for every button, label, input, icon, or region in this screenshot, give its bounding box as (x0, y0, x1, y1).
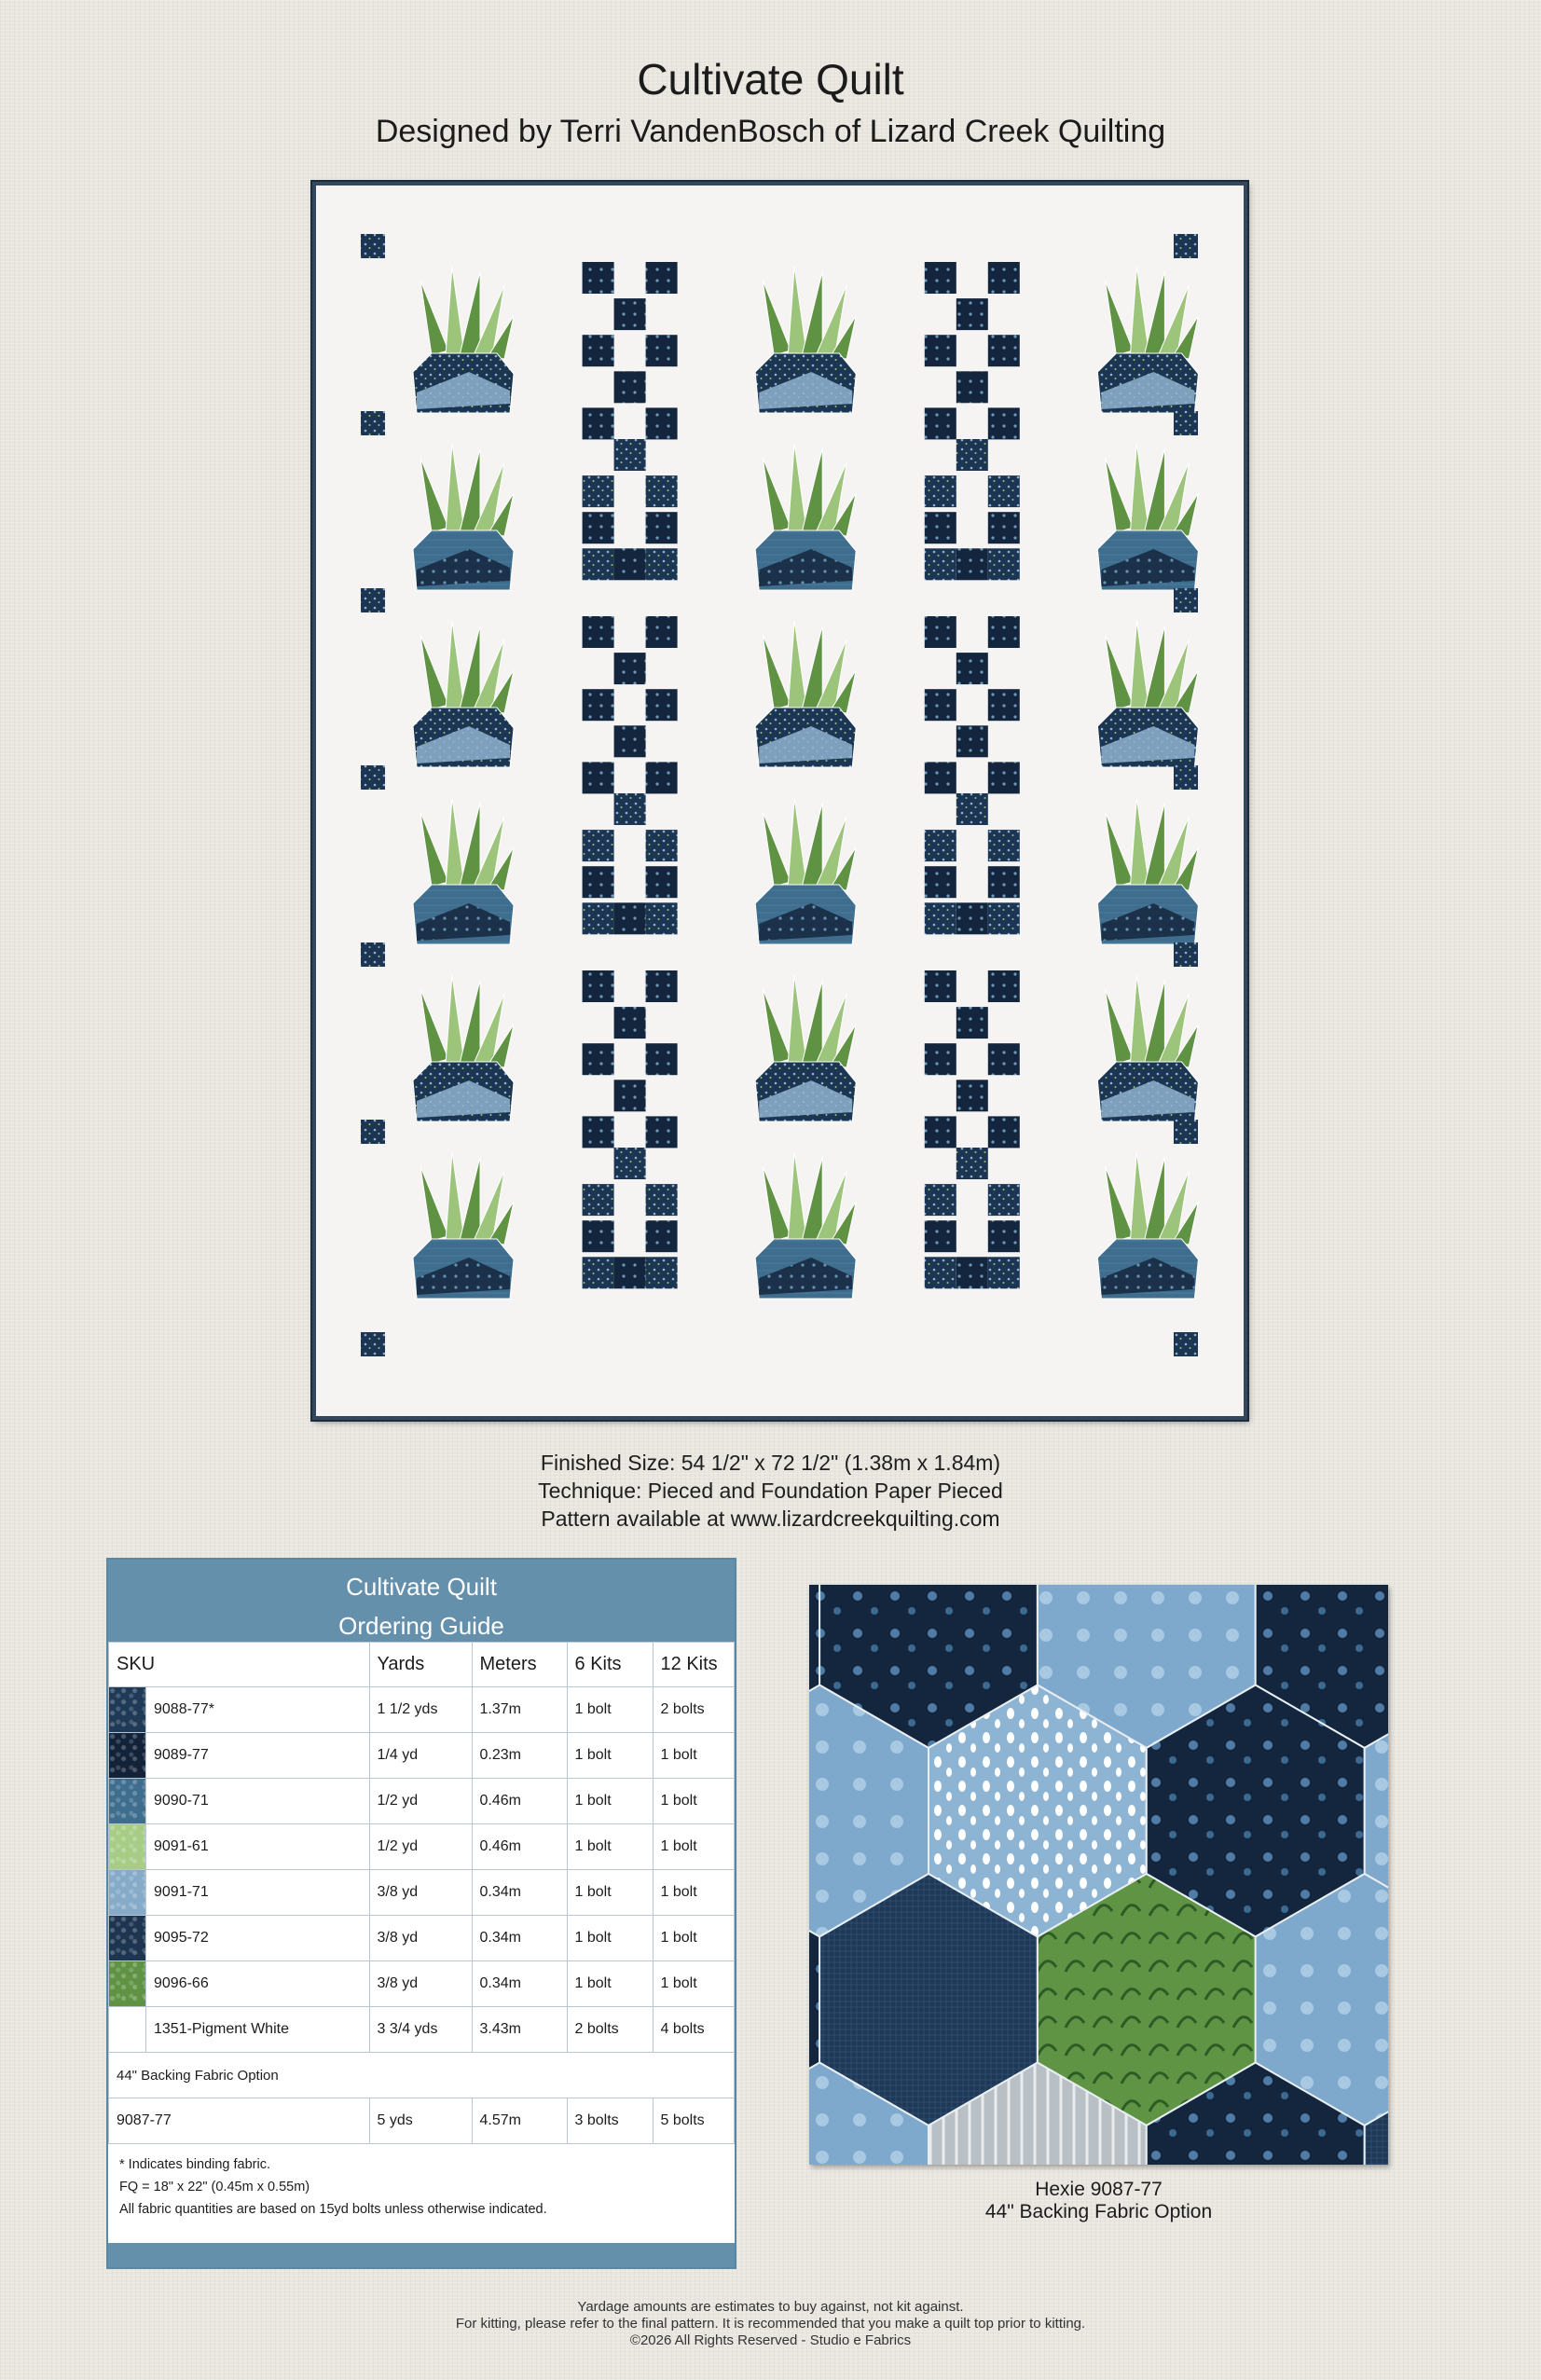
patch-square (583, 407, 614, 439)
patch-square (646, 866, 678, 898)
row-yards: 3 3/4 yds (369, 2007, 472, 2053)
table-row (109, 2098, 735, 2144)
patch-square (956, 902, 988, 934)
patch-square (956, 1148, 988, 1179)
hexie-caption: Hexie 9087-77 (1035, 2179, 1163, 2200)
row-meters: 1.37m (472, 1687, 567, 1733)
row-12kits: 1 bolt (653, 1824, 734, 1870)
row-12kits: 4 bolts (653, 2007, 734, 2053)
guide-notes (108, 2144, 735, 2230)
patch-square (583, 512, 614, 543)
row-sku: 9088-77* (146, 1687, 370, 1733)
patch-square (646, 475, 678, 507)
patch-square (583, 762, 614, 793)
row-sku: 1351-Pigment White (146, 2007, 370, 2053)
patch-square (988, 830, 1020, 861)
patch-square (614, 298, 646, 330)
patch-square (925, 1043, 956, 1075)
patch-square (583, 1043, 614, 1075)
note-bolts: All fabric quantities are based on 15yd bolts unless otherwise indicated. (119, 2202, 547, 2217)
patch-square (988, 762, 1020, 793)
row-6kits: 1 bolt (567, 1961, 653, 2007)
pattern-link[interactable]: Pattern available at www.lizardcreekquilting.com (541, 1506, 1000, 1531)
patch-square (583, 902, 614, 934)
table-row (109, 1779, 735, 1824)
corner-square (361, 411, 385, 435)
patch-square (646, 407, 678, 439)
patch-square (646, 1043, 678, 1075)
row-12kits: 2 bolts (653, 1687, 734, 1733)
patch-square (988, 689, 1020, 721)
row-12kits: 1 bolt (653, 1916, 734, 1961)
patch-square (956, 725, 988, 757)
patch-square (925, 548, 956, 580)
row-sku: 9095-72 (146, 1916, 370, 1961)
patch-square (583, 866, 614, 898)
patch-square (583, 1220, 614, 1252)
patch-square (583, 475, 614, 507)
patch-square (988, 1043, 1020, 1075)
guide-title: Cultivate Quilt (346, 1573, 497, 1601)
table-row (109, 1733, 735, 1779)
patch-square (646, 1220, 678, 1252)
patch-square (646, 616, 678, 648)
patch-square (956, 1257, 988, 1288)
patch-square (614, 548, 646, 580)
ordering-guide-header (108, 1560, 735, 1642)
patch-square (988, 1184, 1020, 1216)
patch-square (614, 653, 646, 684)
patch-square (925, 512, 956, 543)
patch-square (925, 262, 956, 294)
technique: Technique: Pieced and Foundation Paper Pieced (538, 1479, 1003, 1503)
corner-square (361, 1332, 385, 1356)
corner-square (361, 942, 385, 967)
col-12kits: 12 Kits (653, 1643, 734, 1687)
fabric-swatch (109, 1779, 146, 1824)
patch-square (988, 407, 1020, 439)
row-yards: 1/2 yd (369, 1779, 472, 1824)
designer-subtitle: Designed by Terri VandenBosch of Lizard Creek Quilting (375, 114, 1166, 149)
patch-square (988, 1257, 1020, 1288)
copyright: ©2026 All Rights Reserved - Studio e Fabrics (629, 2332, 912, 2348)
patch-square (614, 725, 646, 757)
backing-yards: 5 yds (369, 2098, 472, 2144)
col-meters: Meters (472, 1643, 567, 1687)
row-meters: 0.46m (472, 1779, 567, 1824)
corner-square (1174, 411, 1198, 435)
footer-line-1: Yardage amounts are estimates to buy against, not kit against. (577, 2299, 964, 2315)
patch-square (925, 866, 956, 898)
patch-square (925, 689, 956, 721)
patch-square (988, 1116, 1020, 1148)
patch-square (583, 1184, 614, 1216)
patch-square (925, 830, 956, 861)
patch-square (925, 1220, 956, 1252)
patch-square (956, 548, 988, 580)
patch-square (614, 902, 646, 934)
table-row (109, 1687, 735, 1733)
patch-square (583, 830, 614, 861)
patch-square (956, 371, 988, 403)
patch-square (583, 970, 614, 1002)
footer-line-2: For kitting, please refer to the final pattern. It is recommended that you make a quilt top prior to kitting. (455, 2316, 1086, 2332)
patch-square (646, 335, 678, 366)
patch-square (956, 653, 988, 684)
fabric-swatch (109, 1870, 146, 1916)
table-row (109, 1916, 735, 1961)
hexie-pattern (809, 1585, 1388, 2165)
row-yards: 3/8 yd (369, 1961, 472, 2007)
corner-square (361, 588, 385, 612)
patch-square (614, 371, 646, 403)
patch-square (988, 616, 1020, 648)
patch-square (646, 512, 678, 543)
fabric-swatch (109, 1733, 146, 1779)
row-12kits: 1 bolt (653, 1870, 734, 1916)
patch-square (988, 335, 1020, 366)
patch-square (614, 1007, 646, 1039)
patch-square (646, 548, 678, 580)
patch-square (925, 335, 956, 366)
patch-square (925, 1184, 956, 1216)
patch-square (646, 689, 678, 721)
patch-square (614, 1257, 646, 1288)
patch-square (988, 512, 1020, 543)
backing-option-row (109, 2053, 735, 2098)
corner-square (1174, 765, 1198, 790)
row-12kits: 1 bolt (653, 1779, 734, 1824)
row-sku: 9096-66 (146, 1961, 370, 2007)
patch-square (988, 902, 1020, 934)
patch-square (646, 1116, 678, 1148)
row-6kits: 2 bolts (567, 2007, 653, 2053)
backing-sku: 9087-77 (109, 2098, 370, 2144)
col-sku: SKU (109, 1643, 370, 1687)
patch-square (646, 830, 678, 861)
quilt-pattern (316, 186, 1244, 1416)
patch-square (583, 1116, 614, 1148)
patch-square (925, 475, 956, 507)
fabric-swatch (109, 1824, 146, 1870)
corner-square (1174, 1332, 1198, 1356)
corner-square (361, 765, 385, 790)
patch-square (925, 616, 956, 648)
patch-square (614, 1148, 646, 1179)
corner-square (1174, 588, 1198, 612)
patch-square (988, 475, 1020, 507)
hexie-fabric-image (809, 1585, 1388, 2165)
quilt-image (312, 182, 1247, 1420)
patch-square (614, 1080, 646, 1111)
row-6kits: 1 bolt (567, 1779, 653, 1824)
row-yards: 1 1/2 yds (369, 1687, 472, 1733)
patch-square (925, 1116, 956, 1148)
table-row (109, 1870, 735, 1916)
table-row (109, 2007, 735, 2053)
row-yards: 3/8 yd (369, 1870, 472, 1916)
patch-square (988, 1220, 1020, 1252)
corner-square (361, 234, 385, 258)
row-sku: 9091-61 (146, 1824, 370, 1870)
patch-square (646, 902, 678, 934)
table-row (109, 1961, 735, 2007)
col-yards: Yards (369, 1643, 472, 1687)
backing-6kits: 3 bolts (567, 2098, 653, 2144)
patch-square (925, 407, 956, 439)
row-6kits: 1 bolt (567, 1916, 653, 1961)
patch-square (583, 335, 614, 366)
patch-square (614, 793, 646, 825)
row-meters: 0.46m (472, 1824, 567, 1870)
patch-square (925, 762, 956, 793)
patch-square (646, 762, 678, 793)
patch-square (583, 616, 614, 648)
patch-square (956, 793, 988, 825)
patch-square (646, 1257, 678, 1288)
row-6kits: 1 bolt (567, 1733, 653, 1779)
row-yards: 1/2 yd (369, 1824, 472, 1870)
patch-square (583, 1257, 614, 1288)
patch-square (583, 689, 614, 721)
patch-square (614, 439, 646, 471)
table-header-row (109, 1643, 735, 1687)
backing-meters: 4.57m (472, 2098, 567, 2144)
backing-option-label: 44" Backing Fabric Option (109, 2053, 735, 2098)
row-yards: 1/4 yd (369, 1733, 472, 1779)
patch-square (646, 970, 678, 1002)
patch-square (956, 439, 988, 471)
patch-square (988, 548, 1020, 580)
corner-square (1174, 1120, 1198, 1144)
row-12kits: 1 bolt (653, 1961, 734, 2007)
row-sku: 9091-71 (146, 1870, 370, 1916)
patch-square (583, 548, 614, 580)
note-fq: FQ = 18" x 22" (0.45m x 0.55m) (119, 2180, 310, 2194)
note-binding: * Indicates binding fabric. (119, 2157, 271, 2172)
patch-square (956, 1007, 988, 1039)
row-meters: 0.34m (472, 1916, 567, 1961)
finished-size: Finished Size: 54 1/2" x 72 1/2" (1.38m x 1.84m) (540, 1451, 1001, 1475)
corner-square (361, 1120, 385, 1144)
patch-square (956, 298, 988, 330)
ordering-guide (106, 1558, 736, 2269)
table-row (109, 1824, 735, 1870)
fabric-swatch (109, 1961, 146, 2007)
col-6kits: 6 Kits (567, 1643, 653, 1687)
row-meters: 0.23m (472, 1733, 567, 1779)
fabric-swatch (109, 1687, 146, 1733)
patch-square (925, 970, 956, 1002)
page-title: Cultivate Quilt (637, 55, 904, 103)
patch-square (583, 262, 614, 294)
row-sku: 9090-71 (146, 1779, 370, 1824)
corner-square (1174, 234, 1198, 258)
row-6kits: 1 bolt (567, 1687, 653, 1733)
row-sku: 9089-77 (146, 1733, 370, 1779)
backing-12kits: 5 bolts (653, 2098, 734, 2144)
patch-square (646, 262, 678, 294)
patch-square (988, 970, 1020, 1002)
patch-square (988, 262, 1020, 294)
row-meters: 0.34m (472, 1870, 567, 1916)
row-meters: 0.34m (472, 1961, 567, 2007)
corner-square (1174, 942, 1198, 967)
row-meters: 3.43m (472, 2007, 567, 2053)
fabric-swatch (109, 1916, 146, 1961)
guide-footer-bar (108, 2243, 735, 2267)
hexie-backing-caption: 44" Backing Fabric Option (984, 2201, 1213, 2222)
row-yards: 3/8 yd (369, 1916, 472, 1961)
guide-subtitle: Ordering Guide (338, 1612, 504, 1640)
ordering-table (108, 1642, 735, 2144)
patch-square (925, 902, 956, 934)
patch-square (646, 1184, 678, 1216)
fabric-swatch (109, 2007, 146, 2053)
patch-square (925, 1257, 956, 1288)
row-12kits: 1 bolt (653, 1733, 734, 1779)
row-6kits: 1 bolt (567, 1870, 653, 1916)
patch-square (988, 866, 1020, 898)
patch-square (956, 1080, 988, 1111)
row-6kits: 1 bolt (567, 1824, 653, 1870)
